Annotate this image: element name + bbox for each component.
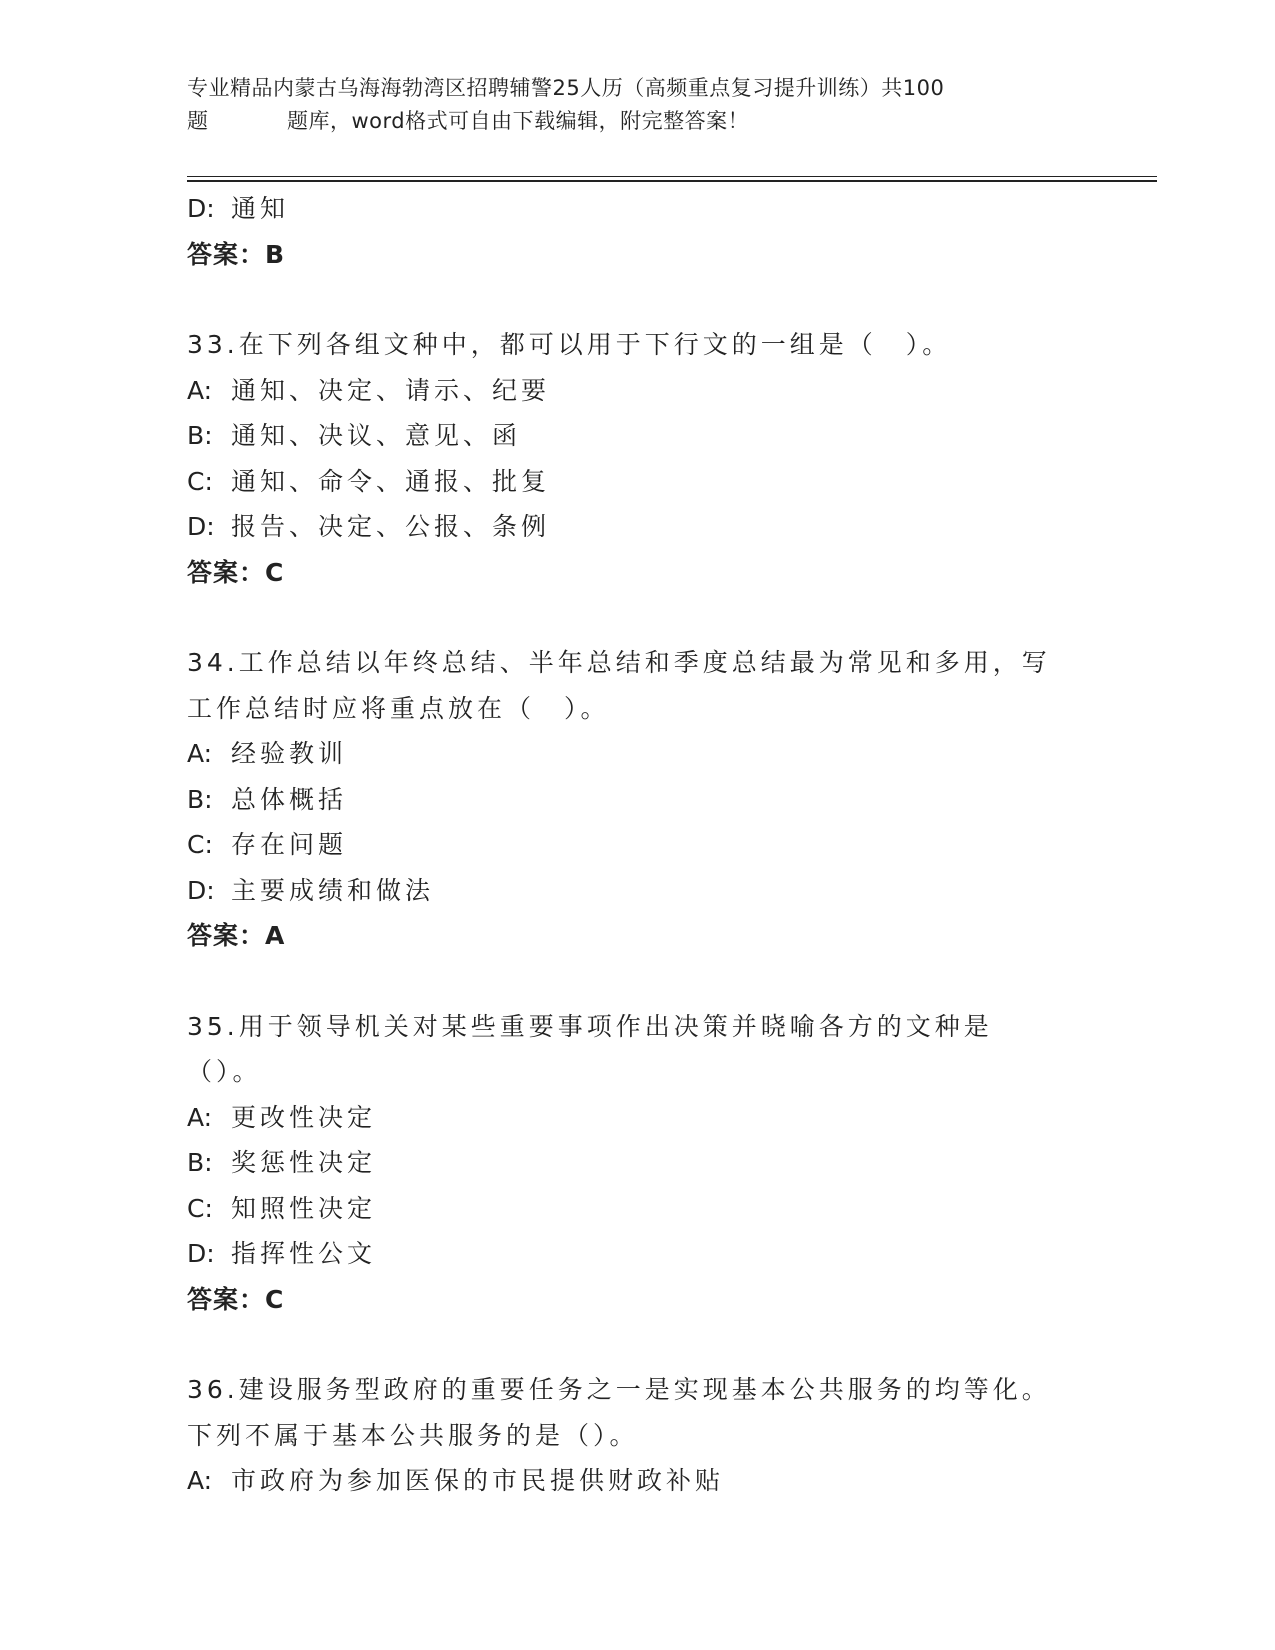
option-text: 知照性决定 [231,1193,377,1223]
header-title-line: 专业精品内蒙古乌海海勃湾区招聘辅警25人历（高频重点复习提升训练）共100 [187,76,945,100]
question-34 [187,640,1087,959]
option-text: 主要成绩和做法 [231,875,435,905]
question-stem: 36.建设服务型政府的重要任务之一是实现基本公共服务的均等化。下列不属于基本公共服务的是（）。 [187,1375,1051,1450]
question-stem: 33.在下列各组文种中，都可以用于下行文的一组是（ ）。 [187,330,952,359]
option-label: B: [187,784,213,814]
option-label: A: [187,739,213,768]
option-text: 经验教训 [231,739,348,768]
option-label: B: [187,421,213,450]
option-text: 更改性决定 [231,1102,377,1132]
option-c [187,1186,1087,1232]
question-stem: 35.用于领导机关对某些重要事项作出决策并晓喻各方的文种是（）。 [187,1011,993,1086]
header-title-lead: 题 [187,109,209,133]
option-text: 通知 [231,194,290,223]
option-label: D: [187,512,215,541]
answer: 答案：C [187,557,285,587]
option-label: D: [187,1239,215,1268]
option-b [187,413,1087,459]
answer: 答案：A [187,921,286,950]
option-d [187,868,1087,914]
option-label: C: [187,830,213,859]
header-title-line-2 [187,105,1067,138]
option-text: 奖惩性决定 [231,1148,377,1177]
question-36 [187,1367,1087,1504]
option-label: A: [187,1102,213,1132]
option-d [187,186,1087,232]
option-text: 报告、决定、公报、条例 [231,512,551,541]
option-b [187,777,1087,823]
option-a [187,1458,1087,1504]
answer: 答案：C [187,1284,285,1314]
option-text: 总体概括 [231,784,348,814]
option-text: 通知、决定、请示、纪要 [231,375,551,405]
question-stem: 34.工作总结以年终总结、半年总结和季度总结最为常见和多用，写工作总结时应将重点放在（ ）。 [187,648,1051,723]
option-label: A: [187,1466,213,1495]
option-label: A: [187,375,213,405]
option-label: D: [187,875,215,905]
header-title-rest: 题库，word格式可自由下载编辑，附完整答案！ [287,109,750,133]
option-d [187,504,1087,550]
option-a [187,368,1087,414]
option-label: B: [187,1148,213,1177]
option-a [187,1095,1087,1141]
option-b [187,1140,1087,1186]
question-list [187,186,1087,1504]
option-d [187,1231,1087,1277]
header-divider [187,176,1157,182]
option-text: 通知、决议、意见、函 [231,421,522,450]
option-text: 存在问题 [231,830,348,859]
question-33 [187,322,1087,595]
option-c [187,822,1087,868]
option-a [187,731,1087,777]
page-header [187,72,1067,138]
question-35 [187,1004,1087,1323]
option-label: D: [187,194,215,223]
option-c [187,459,1087,505]
option-text: 市政府为参加医保的市民提供财政补贴 [231,1466,725,1495]
option-label: C: [187,466,213,496]
option-text: 指挥性公文 [231,1239,377,1268]
answer: 答案：B [187,239,286,269]
option-label: C: [187,1193,213,1223]
option-text: 通知、命令、通报、批复 [231,466,551,496]
